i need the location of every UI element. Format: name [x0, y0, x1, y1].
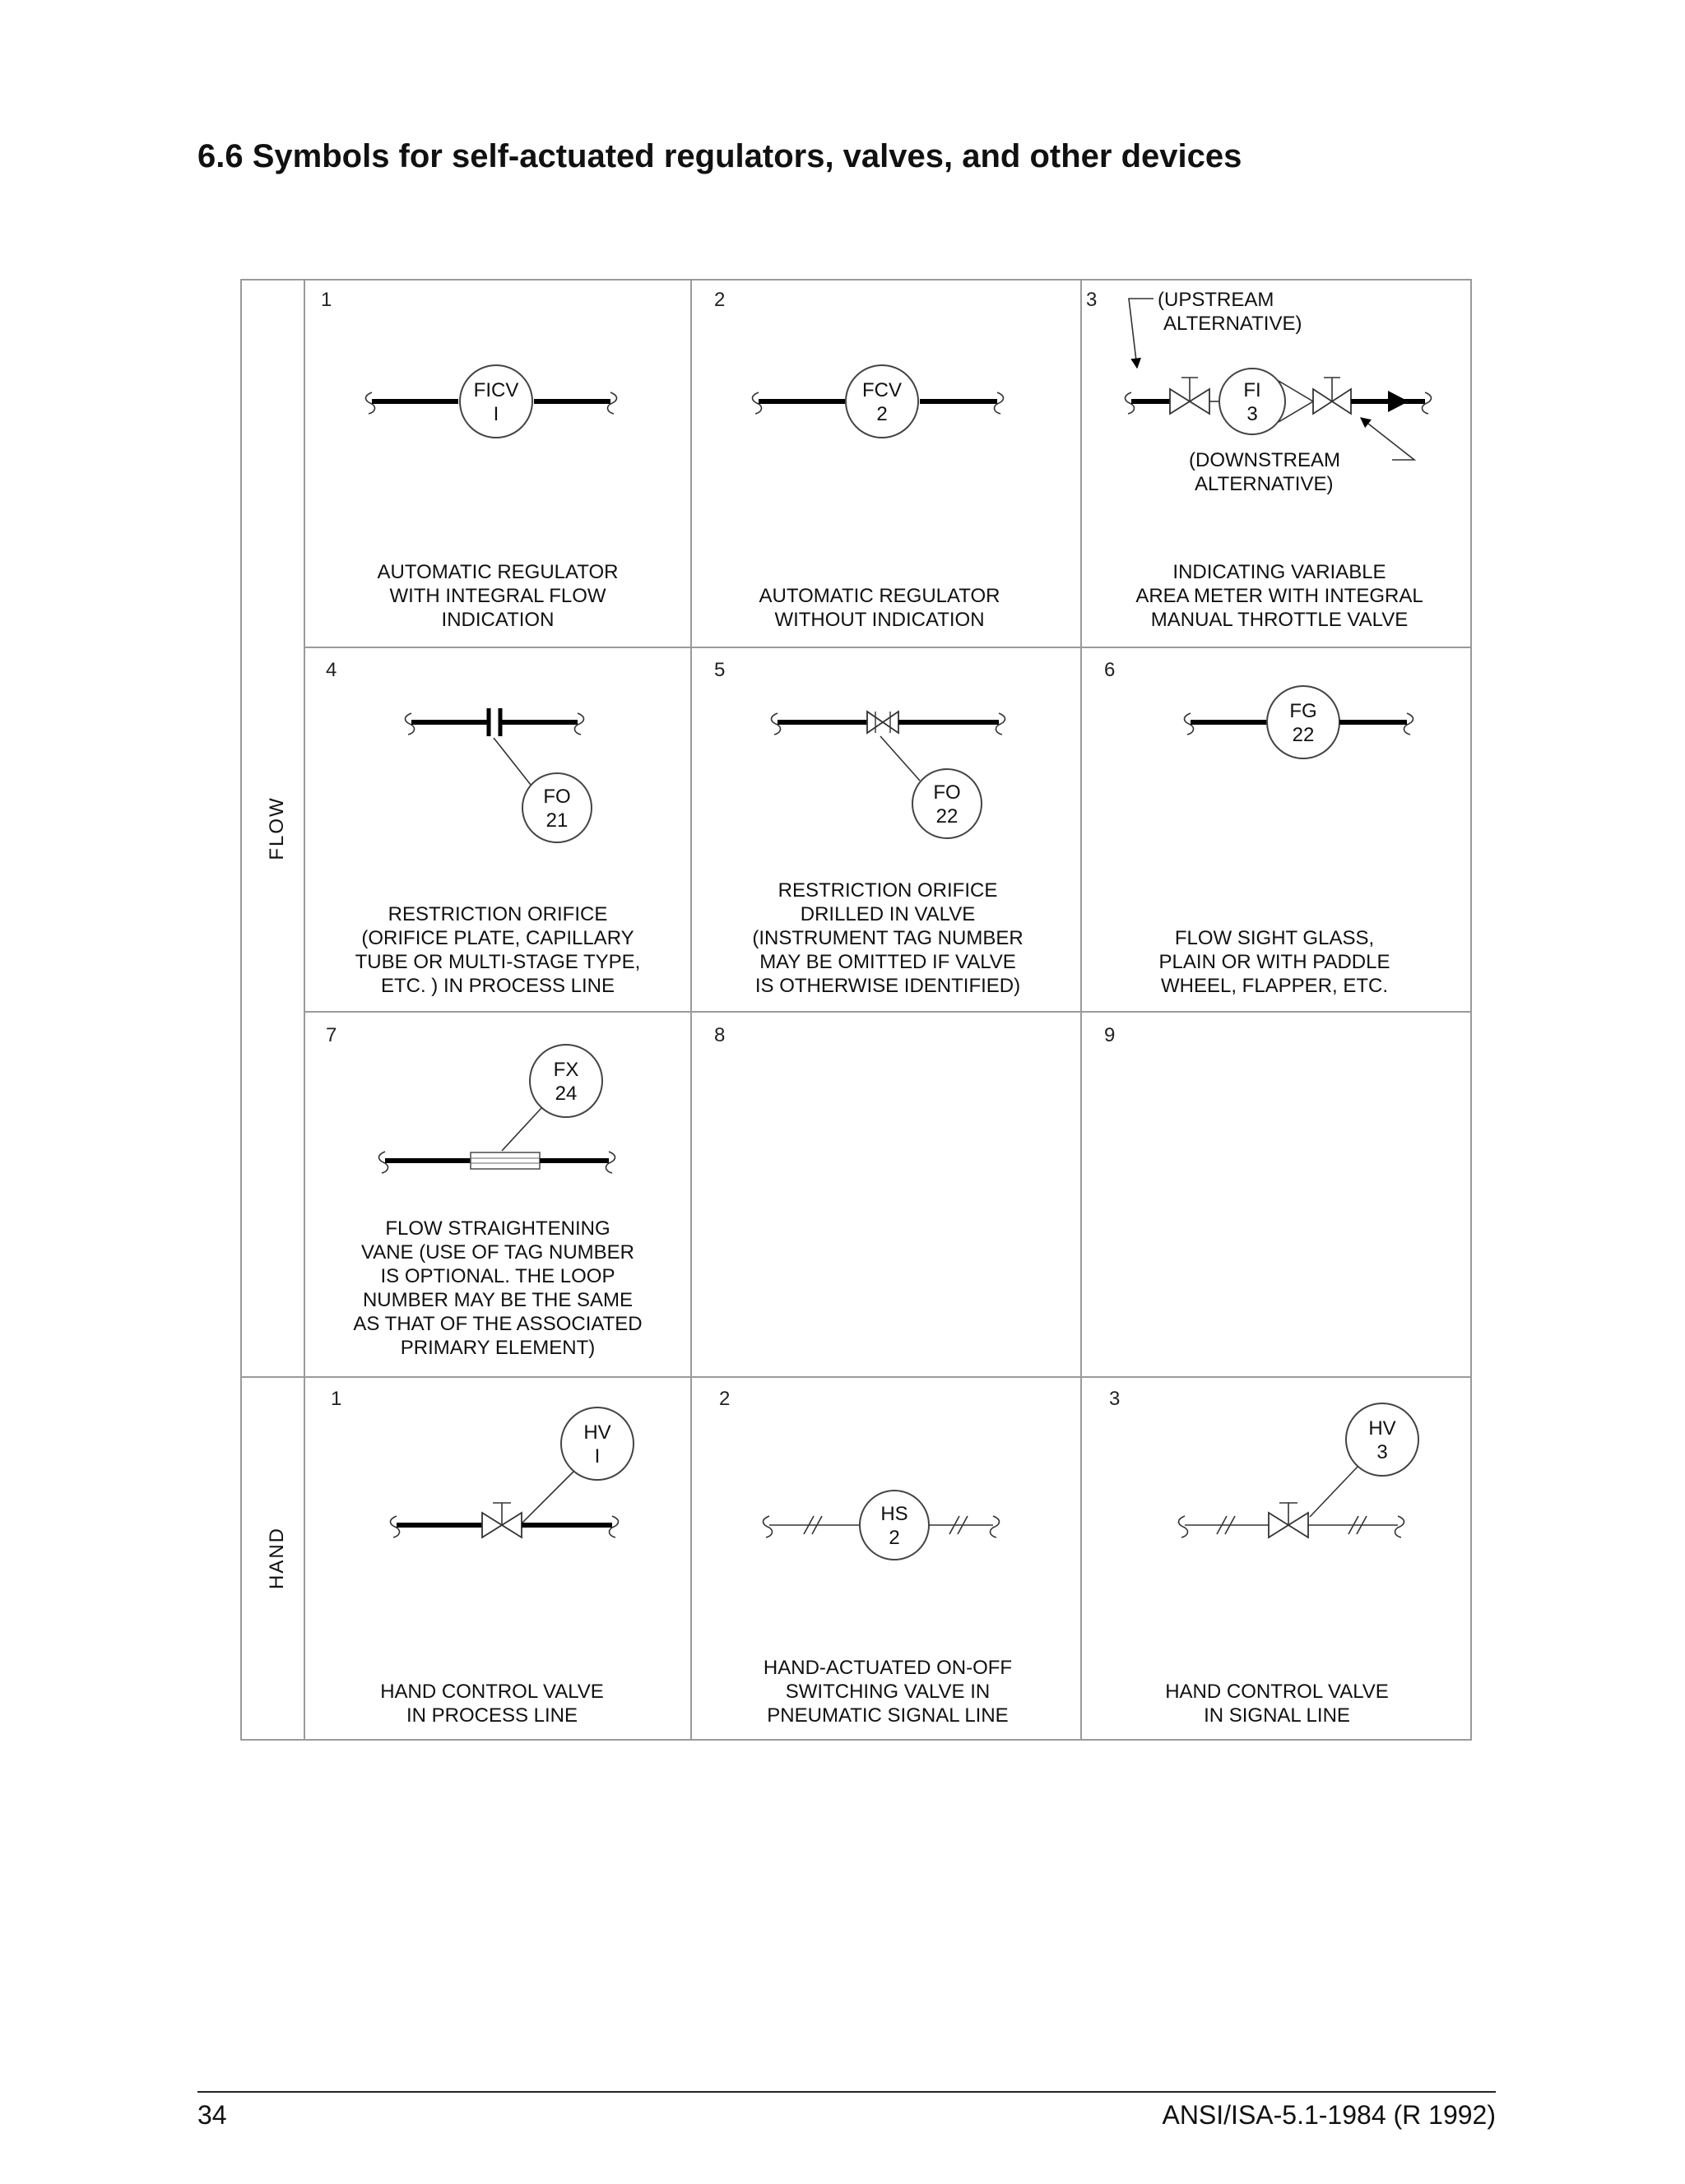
- section-label-hand: HAND: [266, 1526, 288, 1590]
- caption-line: AUTOMATIC REGULATOR: [759, 585, 1000, 607]
- flow-cell-4: [326, 659, 640, 997]
- cell-number: 1: [331, 1388, 342, 1410]
- caption-line: FLOW SIGHT GLASS,: [1174, 927, 1375, 949]
- cell-number: 3: [1086, 289, 1098, 311]
- section-label-flow: FLOW: [266, 796, 288, 860]
- caption-line: HAND CONTROL VALVE: [380, 1681, 604, 1703]
- caption-line: WITH INTEGRAL FLOW: [389, 585, 606, 607]
- caption-line: PRIMARY ELEMENT): [400, 1337, 596, 1359]
- caption-line: RESTRICTION ORIFICE: [778, 879, 998, 902]
- flow-cell-1: [321, 289, 618, 631]
- hand-cell-3: [1109, 1388, 1418, 1727]
- caption-line: IN PROCESS LINE: [406, 1704, 578, 1727]
- upstream-leader-arrow: [1129, 299, 1154, 368]
- hand-cell-2: [719, 1388, 1012, 1727]
- restriction-orifice-symbol: [406, 708, 592, 842]
- page-number: 34: [197, 2100, 227, 2130]
- tag-line-1: FCV: [862, 379, 902, 401]
- variable-area-meter-symbol: [1126, 369, 1432, 434]
- automatic-regulator-symbol: [753, 365, 1004, 438]
- caption-line: (ORIFICE PLATE, CAPILLARY: [361, 927, 634, 949]
- tag-line-1: FI: [1243, 379, 1261, 401]
- flow-cell-8-number: 8: [714, 1024, 726, 1046]
- tag-line-2: 22: [1292, 724, 1315, 746]
- caption-line: PNEUMATIC SIGNAL LINE: [767, 1704, 1009, 1727]
- caption-line: IS OTHERWISE IDENTIFIED): [754, 975, 1021, 997]
- caption-line: WHEEL, FLAPPER, ETC.: [1160, 975, 1389, 997]
- tag-line-2: I: [493, 403, 499, 425]
- caption-line: RESTRICTION ORIFICE: [388, 903, 608, 925]
- tag-line-2: 2: [889, 1527, 900, 1549]
- tag-line-1: HV: [583, 1421, 611, 1444]
- caption-line: MAY BE OMITTED IF VALVE: [759, 951, 1016, 973]
- caption-line: TUBE OR MULTI-STAGE TYPE,: [355, 951, 641, 973]
- upstream-label-line: ALTERNATIVE): [1163, 313, 1302, 335]
- flow-cell-2: [714, 289, 1004, 631]
- caption-line: SWITCHING VALVE IN: [785, 1681, 991, 1703]
- caption-line: AS THAT OF THE ASSOCIATED: [353, 1313, 643, 1335]
- downstream-label-line: ALTERNATIVE): [1195, 473, 1334, 495]
- caption-line: (INSTRUMENT TAG NUMBER: [752, 927, 1024, 949]
- caption-line: HAND CONTROL VALVE: [1165, 1681, 1389, 1703]
- tag-line-1: HS: [880, 1503, 908, 1525]
- hand-control-valve-signal-line-symbol: [1179, 1403, 1419, 1537]
- flow-cell-5: [714, 659, 1024, 997]
- cell-number: 7: [326, 1024, 337, 1046]
- caption-line: HAND-ACTUATED ON-OFF: [763, 1657, 1013, 1679]
- orifice-drilled-valve-symbol: [772, 712, 1005, 838]
- caption-line: AREA METER WITH INTEGRAL: [1135, 585, 1423, 607]
- tag-line-1: HV: [1368, 1417, 1396, 1440]
- cell-number: 1: [321, 289, 332, 311]
- cell-number: 6: [1104, 659, 1116, 681]
- tag-line-2: 24: [555, 1083, 578, 1105]
- tag-line-1: FG: [1289, 700, 1317, 722]
- hand-switching-valve-pneumatic-symbol: [764, 1491, 1000, 1560]
- caption-line: ETC. ) IN PROCESS LINE: [380, 975, 615, 997]
- flow-sight-glass-symbol: [1185, 686, 1413, 758]
- tag-line-2: I: [594, 1445, 601, 1468]
- tag-line-1: FX: [553, 1059, 579, 1081]
- cell-number: 4: [326, 659, 337, 681]
- flow-cell-6: [1104, 659, 1413, 997]
- flow-cell-7: [326, 1024, 643, 1359]
- caption-line: MANUAL THROTTLE VALVE: [1150, 609, 1409, 631]
- caption-line: INDICATION: [441, 609, 555, 631]
- flow-cell-9-number: 9: [1104, 1024, 1116, 1046]
- automatic-regulator-integral-flow-symbol: [366, 365, 617, 438]
- page-title: 6.6 Symbols for self-actuated regulators, valves, and other devices: [197, 138, 1242, 174]
- tag-line-1: FICV: [473, 379, 519, 401]
- symbols-grid: [240, 279, 1472, 1741]
- cell-number: 2: [714, 289, 726, 311]
- caption-line: AUTOMATIC REGULATOR: [377, 561, 619, 583]
- downstream-label-line: (DOWNSTREAM: [1189, 449, 1340, 471]
- flow-cell-3: [1086, 289, 1432, 631]
- caption-line: INDICATING VARIABLE: [1172, 561, 1386, 583]
- caption-line: DRILLED IN VALVE: [800, 903, 976, 925]
- caption-line: PLAIN OR WITH PADDLE: [1158, 951, 1390, 973]
- upstream-label-line: (UPSTREAM: [1158, 289, 1274, 311]
- caption-line: WITHOUT INDICATION: [774, 609, 985, 631]
- standard-reference: ANSI/ISA-5.1-1984 (R 1992): [1162, 2100, 1496, 2130]
- caption-line: VANE (USE OF TAG NUMBER: [360, 1241, 635, 1264]
- caption-line: IS OPTIONAL. THE LOOP: [380, 1265, 615, 1287]
- cell-number: 5: [714, 659, 726, 681]
- caption-line: NUMBER MAY BE THE SAME: [362, 1289, 634, 1311]
- flow-straightening-vane-symbol: [379, 1045, 615, 1173]
- tag-line-1: FO: [543, 786, 571, 808]
- tag-line-1: FO: [933, 781, 961, 804]
- cell-number: 3: [1109, 1388, 1121, 1410]
- cell-number: 2: [719, 1388, 731, 1410]
- tag-line-2: 22: [935, 805, 959, 828]
- tag-line-2: 21: [545, 809, 569, 832]
- caption-line: IN SIGNAL LINE: [1204, 1704, 1350, 1727]
- hand-control-valve-process-line-symbol: [391, 1407, 634, 1537]
- hand-cell-1: [331, 1388, 634, 1727]
- tag-line-2: 2: [876, 403, 888, 425]
- footer-rule: [197, 2091, 1496, 2093]
- tag-line-2: 3: [1376, 1441, 1388, 1463]
- caption-line: FLOW STRAIGHTENING: [385, 1217, 610, 1240]
- tag-line-2: 3: [1246, 403, 1258, 425]
- downstream-leader-arrow: [1361, 418, 1414, 460]
- table-frame: [241, 280, 1471, 1740]
